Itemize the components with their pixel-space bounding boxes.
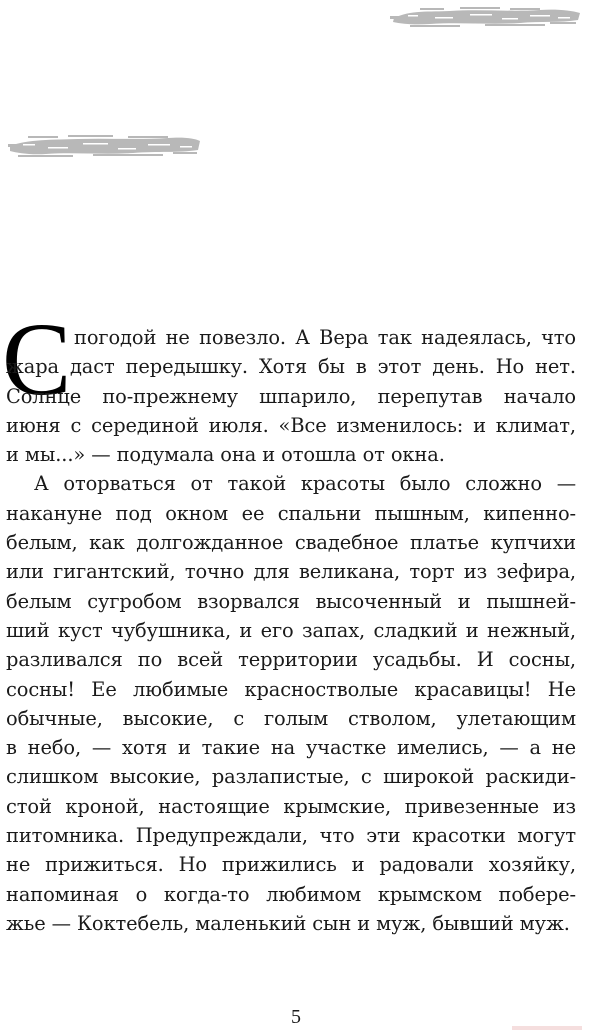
text-line: стой кроной, настоящие крымские, привезенные из xyxy=(6,794,576,818)
text-line: жара даст передышку. Хотя бы в этот день. Но нет. xyxy=(6,355,576,379)
text-line: жье — Коктебель, маленький сын и муж, бывший муж. xyxy=(6,911,570,935)
corner-mark xyxy=(512,1026,582,1030)
text-line: накануне под окном ее спальни пышным, кипенно- xyxy=(6,501,576,525)
chapter-text xyxy=(6,323,576,938)
text-line: в небо, — хотя и такие на участке имелись, — а не xyxy=(6,736,576,760)
text-line: и мы...» — подумала она и отошла от окна. xyxy=(6,443,445,467)
text-line: не прижиться. Но прижились и радовали хозяйку, xyxy=(6,853,576,877)
text-line: белым сугробом взорвался высоченный и пышней- xyxy=(6,589,576,613)
text-line: напоминая о когда-то любимом крымском побере- xyxy=(6,882,576,906)
text-line: разливался по всей территории усадьбы. И сосны, xyxy=(6,648,576,672)
page-number: 5 xyxy=(291,1006,301,1028)
text-line: ший куст чубушника, и его запах, сладкий и нежный, xyxy=(6,618,576,642)
text-line: июня с серединой июля. «Все изменилось: и климат, xyxy=(6,413,576,437)
brush-stroke-ornament-top xyxy=(390,4,582,30)
text-line: обычные, высокие, с голым стволом, улетающим xyxy=(6,706,576,730)
text-line: погодой не повезло. А Вера так надеялась, что xyxy=(74,326,576,349)
drop-cap: С xyxy=(2,302,72,417)
text-line: Солнце по-прежнему шпарило, перепутав начало xyxy=(6,384,576,408)
brush-stroke-ornament-middle xyxy=(8,130,202,160)
text-line: питомника. Предупреждали, что эти красотки могут xyxy=(6,824,576,848)
text-line: слишком высокие, разлапистые, с широкой раскиди- xyxy=(6,765,576,789)
text-line: сосны! Ее любимые красностволые красавицы! Не xyxy=(6,677,576,701)
text-line: или гигантский, точно для великана, торт из зефира, xyxy=(6,560,576,584)
text-line: белым, как долгожданное свадебное платье купчихи xyxy=(6,531,576,555)
text-line: А оторваться от такой красоты было сложно — xyxy=(34,472,576,496)
